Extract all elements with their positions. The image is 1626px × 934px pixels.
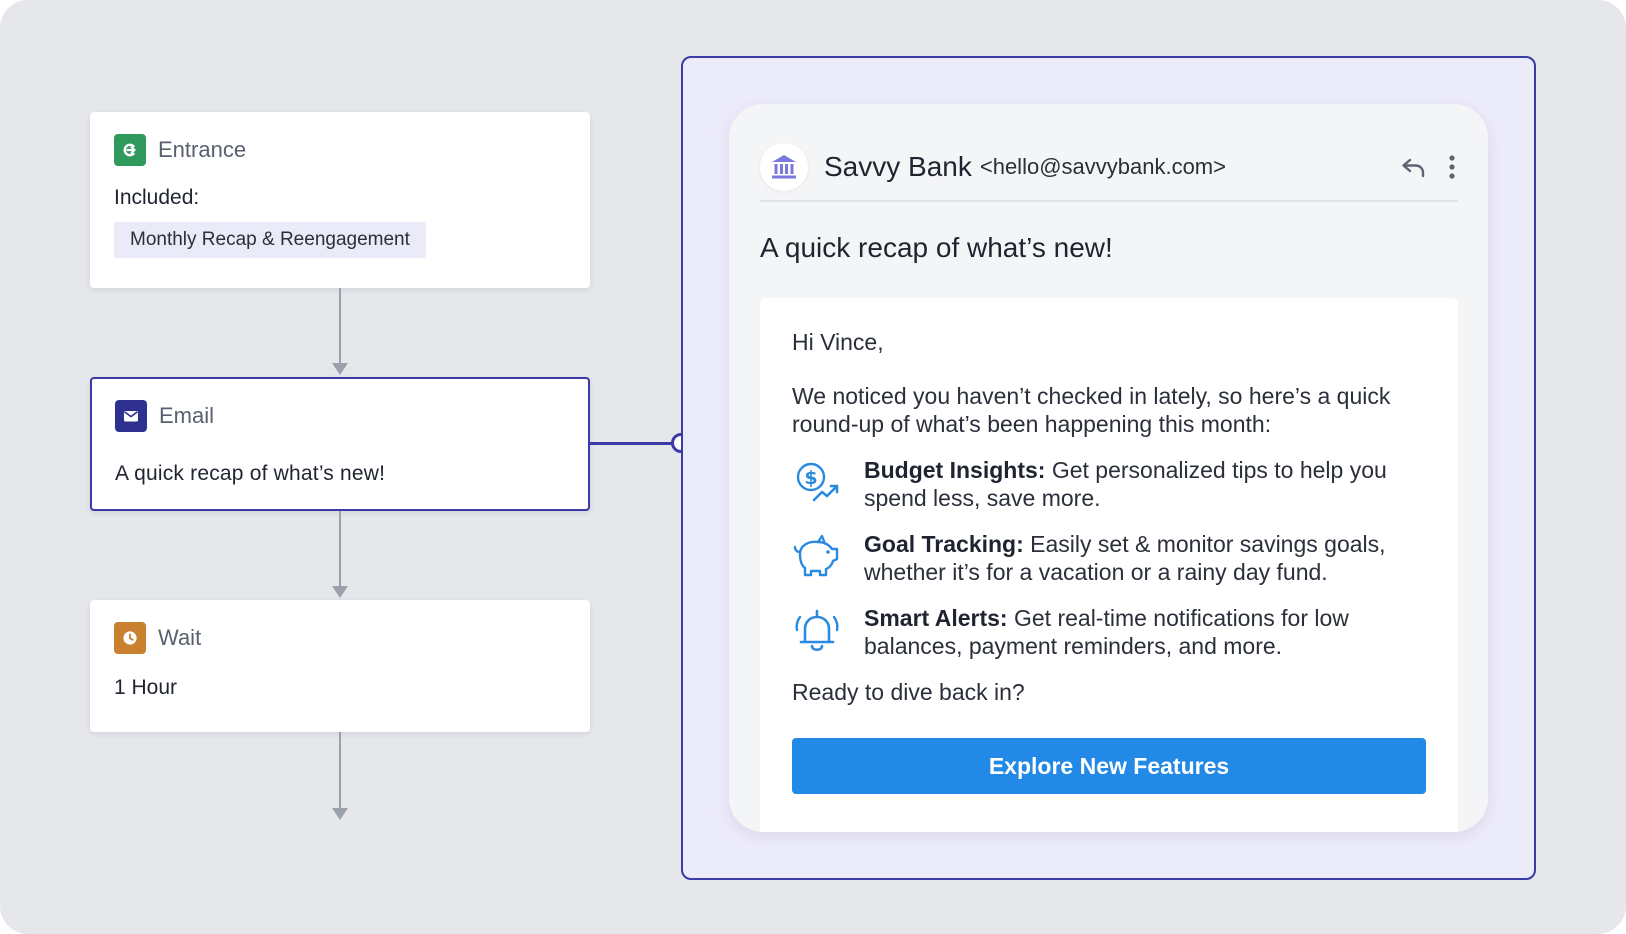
preview-link-line: [590, 442, 672, 445]
email-preview: [729, 104, 1488, 832]
feature-item: [792, 456, 1426, 512]
feature-item: [792, 604, 1426, 660]
feature-text: [864, 456, 1426, 512]
feature-description: Easily set & monitor savings goals, whether it’s for a vacation or a rainy day fund.: [864, 531, 1386, 585]
connector-line: [339, 732, 341, 809]
wait-step-header: [114, 622, 566, 654]
email-step-subject: A quick recap of what’s new!: [115, 462, 386, 485]
entrance-step-title: Entrance: [158, 137, 247, 162]
feature-title: Budget Insights:: [864, 457, 1046, 483]
bank-icon: [769, 152, 799, 182]
clock-icon: [114, 622, 146, 654]
connector-line: [339, 511, 341, 587]
feature-description: Get real-time notifications for low balances, payment reminders, and more.: [864, 605, 1349, 659]
avatar: [760, 143, 808, 191]
email-outro: Ready to dive back in?: [792, 679, 1025, 705]
email-header-actions: [1398, 152, 1458, 182]
email-step-header: [115, 400, 565, 432]
connector-arrow-icon: [332, 363, 348, 375]
piggy-bank-icon: [792, 532, 842, 582]
email-header: [760, 134, 1458, 202]
feature-title: Goal Tracking:: [864, 531, 1024, 557]
sender-name: Savvy Bank: [824, 151, 972, 182]
entrance-step-card[interactable]: [90, 112, 590, 288]
feature-item: [792, 530, 1426, 586]
email-subject: A quick recap of what’s new!: [760, 232, 1113, 263]
budget-chart-icon: [792, 458, 842, 508]
feature-title: Smart Alerts:: [864, 605, 1008, 631]
email-greeting: Hi Vince,: [792, 329, 884, 355]
email-body: [760, 298, 1458, 832]
entrance-step-header: [114, 134, 566, 166]
wait-duration: 1 Hour: [114, 676, 178, 699]
bell-icon: [792, 606, 842, 656]
wait-step-card[interactable]: [90, 600, 590, 732]
feature-description: Get personalized tips to help you spend less, save more.: [864, 457, 1387, 511]
email-intro: We noticed you haven’t checked in lately, so here’s a quick round-up of what’s been happening this month:: [792, 383, 1391, 437]
wait-step-title: Wait: [158, 625, 202, 650]
connector-arrow-icon: [332, 586, 348, 598]
more-options-icon[interactable]: [1446, 152, 1458, 182]
entrance-icon: [114, 134, 146, 166]
reply-icon[interactable]: [1398, 152, 1428, 182]
connector-line: [339, 288, 341, 364]
envelope-icon: [115, 400, 147, 432]
segment-tag: Monthly Recap & Reengagement: [114, 222, 426, 258]
connector-arrow-icon: [332, 808, 348, 820]
svg-text:$: $: [804, 467, 818, 489]
email-step-card[interactable]: [90, 377, 590, 511]
feature-text: [864, 530, 1426, 586]
email-step-title: Email: [159, 403, 215, 428]
entrance-included-label: Included:: [114, 186, 200, 209]
sender-email: <hello@savvybank.com>: [979, 154, 1226, 179]
explore-features-button[interactable]: Explore New Features: [792, 738, 1426, 794]
feature-text: [864, 604, 1426, 660]
